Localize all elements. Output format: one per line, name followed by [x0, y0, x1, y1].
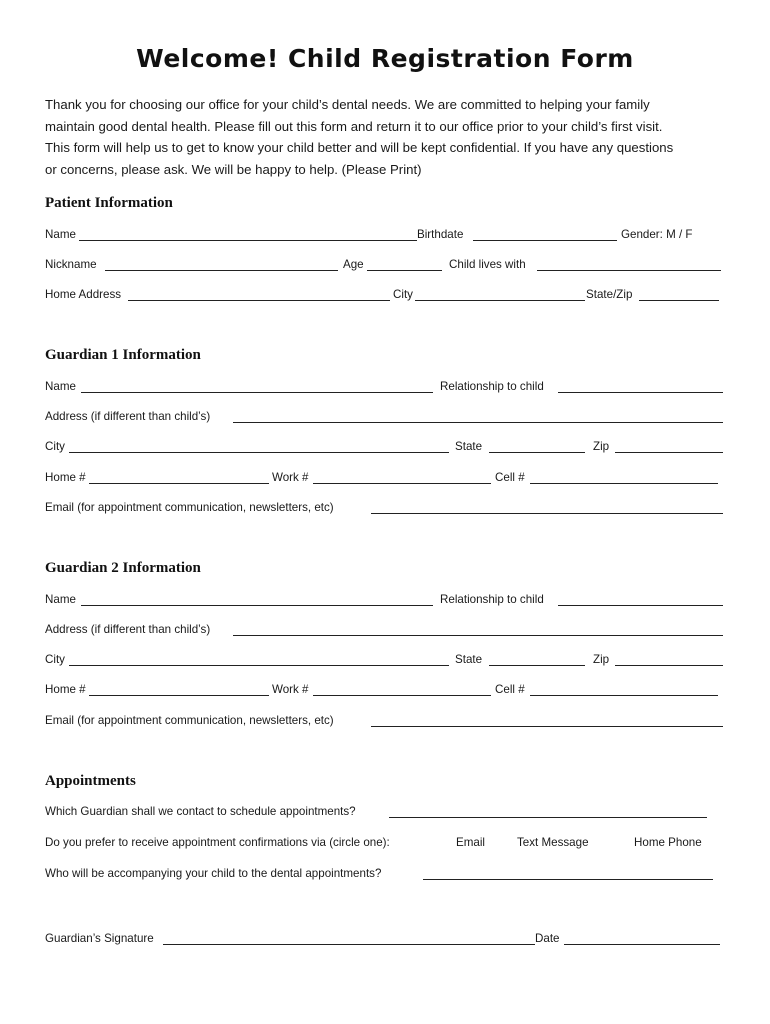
g2-name-label: Name — [45, 593, 76, 606]
patient-heading: Patient Information — [45, 195, 173, 211]
age-field[interactable] — [367, 270, 442, 271]
g2-cell-field[interactable] — [530, 695, 718, 696]
appointments-row-accompanying — [45, 867, 725, 885]
g2-email-label: Email (for appointment communication, newsletters, etc) — [45, 714, 334, 727]
intro-line: maintain good dental health. Please fill out this form and return it to our office prior to your child’s first visit. — [45, 118, 663, 134]
guardian2-row-phones — [45, 683, 725, 701]
g1-zip-label: Zip — [593, 440, 610, 453]
guardian2-row-name — [45, 593, 725, 611]
g2-relationship-field[interactable] — [558, 605, 723, 606]
guardian2-heading: Guardian 2 Information — [45, 560, 201, 576]
form-title: Welcome! Child Registration Form — [136, 44, 634, 73]
g2-work-field[interactable] — [313, 695, 491, 696]
g1-name-field[interactable] — [81, 392, 433, 393]
date-field[interactable] — [564, 944, 720, 945]
signature-row — [45, 932, 725, 950]
guardian1-row-city — [45, 440, 725, 458]
g1-work-label: Work # — [272, 471, 309, 484]
nickname-label: Nickname — [45, 258, 97, 271]
g1-relationship-label: Relationship to child — [440, 380, 544, 393]
g1-cell-field[interactable] — [530, 483, 718, 484]
date-label: Date — [535, 932, 560, 945]
patient-row-address — [45, 288, 725, 306]
g1-address-field[interactable] — [233, 422, 723, 423]
guardian1-row-phones — [45, 471, 725, 489]
g2-work-label: Work # — [272, 683, 309, 696]
g1-city-field[interactable] — [69, 452, 449, 453]
option-text-message[interactable]: Text Message — [517, 836, 589, 849]
signature-field[interactable] — [163, 944, 535, 945]
patient-row-name — [45, 228, 725, 246]
city-field[interactable] — [415, 300, 585, 301]
g2-email-field[interactable] — [371, 726, 723, 727]
option-email[interactable]: Email — [456, 836, 485, 849]
g1-home-field[interactable] — [89, 483, 269, 484]
guardian1-heading: Guardian 1 Information — [45, 347, 201, 363]
intro-paragraph — [45, 94, 735, 180]
which-guardian-label: Which Guardian shall we contact to schedule appointments? — [45, 805, 356, 818]
g2-home-field[interactable] — [89, 695, 269, 696]
home-address-label: Home Address — [45, 288, 122, 301]
g2-zip-label: Zip — [593, 653, 610, 666]
guardian2-row-address — [45, 623, 725, 641]
g1-email-label: Email (for appointment communication, newsletters, etc) — [45, 501, 334, 514]
guardian1-row-email — [45, 501, 725, 519]
accompanying-label: Who will be accompanying your child to the dental appointments? — [45, 867, 382, 880]
g2-city-field[interactable] — [69, 665, 449, 666]
intro-line: or concerns, please ask. We will be happy to help. (Please Print) — [45, 161, 422, 177]
appointments-row-confirm — [45, 836, 725, 854]
g2-city-label: City — [45, 653, 65, 666]
g1-state-field[interactable] — [489, 452, 585, 453]
g2-state-field[interactable] — [489, 665, 585, 666]
age-label: Age — [343, 258, 364, 271]
lives-with-label: Child lives with — [449, 258, 526, 271]
signature-label: Guardian’s Signature — [45, 932, 154, 945]
guardian2-row-city — [45, 653, 725, 671]
guardian1-row-address — [45, 410, 725, 428]
which-guardian-field[interactable] — [389, 817, 707, 818]
g1-zip-field[interactable] — [615, 452, 723, 453]
g2-name-field[interactable] — [81, 605, 433, 606]
g1-work-field[interactable] — [313, 483, 491, 484]
appointments-row-guardian — [45, 805, 725, 823]
birthdate-label: Birthdate — [417, 228, 464, 241]
accompanying-field[interactable] — [423, 879, 713, 880]
g1-address-label: Address (if different than child’s) — [45, 410, 211, 423]
g1-city-label: City — [45, 440, 65, 453]
appointments-heading: Appointments — [45, 773, 136, 789]
name-field[interactable] — [79, 240, 417, 241]
g1-email-field[interactable] — [371, 513, 723, 514]
g2-zip-field[interactable] — [615, 665, 723, 666]
home-address-field[interactable] — [128, 300, 390, 301]
guardian2-row-email — [45, 714, 725, 732]
g1-name-label: Name — [45, 380, 76, 393]
g1-state-label: State — [455, 440, 483, 453]
g1-home-label: Home # — [45, 471, 86, 484]
option-home-phone[interactable]: Home Phone — [634, 836, 702, 849]
name-label: Name — [45, 228, 76, 241]
g2-address-label: Address (if different than child’s) — [45, 623, 211, 636]
g1-cell-label: Cell # — [495, 471, 525, 484]
confirm-via-label: Do you prefer to receive appointment confirmations via (circle one): — [45, 836, 390, 849]
patient-row-nickname — [45, 258, 725, 276]
g2-relationship-label: Relationship to child — [440, 593, 544, 606]
g2-home-label: Home # — [45, 683, 86, 696]
city-label: City — [393, 288, 413, 301]
state-zip-field[interactable] — [639, 300, 719, 301]
intro-line: This form will help us to get to know your child better and will be kept confidential. If you have any questions — [45, 140, 674, 155]
intro-line: Thank you for choosing our office for your child’s dental needs. We are committed to helping your family — [45, 97, 650, 112]
g2-address-field[interactable] — [233, 635, 723, 636]
lives-with-field[interactable] — [537, 270, 721, 271]
guardian1-row-name — [45, 380, 725, 398]
g2-state-label: State — [455, 653, 483, 666]
g2-cell-label: Cell # — [495, 683, 525, 696]
birthdate-field[interactable] — [473, 240, 617, 241]
state-zip-label: State/Zip — [586, 288, 633, 301]
g1-relationship-field[interactable] — [558, 392, 723, 393]
gender-label: Gender: M / F — [621, 228, 693, 241]
nickname-field[interactable] — [105, 270, 338, 271]
